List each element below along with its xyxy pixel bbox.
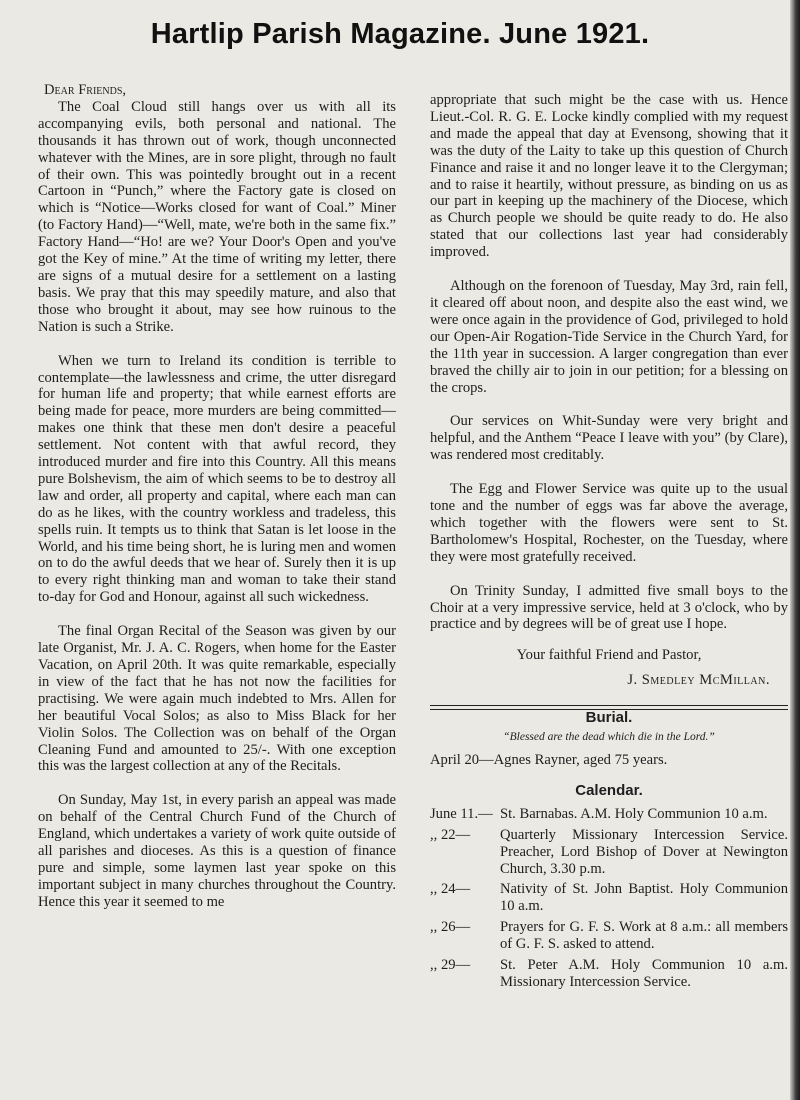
letter-continuation: appropriate that such might be the case with us. Hence Lieut.-Col. R. G. E. Locke kindly complied with my request and made the appeal that day at Evensong, showing that it was the duty of the Laity to take up this question of Church Finance and raise it and no longer leave it to the Clergyman; and to raise it heartily, without pressure, as binding on us as our part in keeping up the machinery of the Diocese, which as Church people we should be quite ready to do. He also stated that our collections last year had considerably improved. [430, 92, 788, 261]
calendar-date: ,, 22— [430, 826, 471, 843]
burial-entry: April 20—Agnes Rayner, aged 75 years. [430, 752, 668, 768]
calendar-list [430, 806, 788, 991]
calendar-item [430, 957, 788, 991]
letter-paragraph-trinity: On Trinity Sunday, I admitted five small boys to the Choir at a very impressive service, held at 3 o'clock, who by practice and by degrees will be of great use I hope. [430, 582, 788, 633]
calendar-text: Nativity of St. John Baptist. Holy Communion 10 a.m. [500, 881, 788, 915]
calendar-item [430, 919, 788, 953]
letter-paragraph-rogation: Although on the forenoon of Tuesday, May 3rd, rain fell, it cleared off about noon, and despite also the east wind, we were once again in the providence of God, privileged to hold our Open-Air Rogation-Tide Service in the Church Yard, for the 11th year in succession. A larger congregation than ever braved the chilly air to join in our petition; for a blessing on the crops. [430, 278, 788, 396]
letter-paragraph-organ-recital: The final Organ Recital of the Season was given by our late Organist, Mr. J. A. C. Rogers, when home for the Easter Vacation, on April 20th. It was quite remarkable, especially in view of the fact that he has not now the facilities for practising. We were again much indebted to Mrs. Allen for her beautiful Vocal Solos; as also to Miss Black for her Violin Solos. The Collection was on behalf of the Organ Cleaning Fund and amounted to 25/-. With one exception this was the largest collection at any of the Recitals. [38, 623, 396, 775]
letter-paragraph-coal: The Coal Cloud still hangs over us with all its accompanying evils, both personal and national. The thousands it has thrown out of work, though unconnected whatever with the Mines, are in sore plight, through no fault of their own. This was pointedly brought out in a recent Cartoon in “Punch,” where the Factory gate is closed on which is “Notice—Works closed for want of Coal.” Miner (to Factory Hand)—“Well, mate, we're both in the same fix.” Factory Hand—“Ho! are we? Your Door's Open and you've got the Key of mine.” At the time of writing my letter, there are signs of a mutual desire for a settlement on a lasting basis. We pray that this may speedily mature, and also that those who brought it about, may see how ruinous to the Nation is such a Strike. [38, 98, 396, 335]
letter-paragraph-egg-flower: The Egg and Flower Service was quite up to the usual tone and the number of eggs was far above the average, which together with the flowers were sent to St. Bartholomew's Hospital, Rochester, on the Tuesday, where they were most gratefully received. [430, 481, 788, 565]
burial-heading: Burial. [585, 709, 633, 727]
calendar-date: June 11.— [430, 805, 493, 822]
calendar-date: ,, 26— [430, 919, 471, 936]
letter-paragraph-church-fund: On Sunday, May 1st, in every parish an appeal was made on behalf of the Central Church Fund of the Church of England, which undertakes a variety of work quite outside of all parishes and dioceses. As this is a question of finance pure and simple, some laymen last year spoke on this important subject in many churches throughout the Country. Hence this year it seemed to me [38, 792, 396, 910]
page-title: Hartlip Parish Magazine. June 1921. [150, 18, 650, 50]
calendar-text: St. Barnabas. A.M. Holy Communion 10 a.m. [500, 805, 768, 822]
burial-motto: “Blessed are the dead which die in the Lord.” [503, 731, 715, 744]
letter-signature: J. Smedley McMillan. [627, 672, 770, 689]
calendar-text: St. Peter A.M. Holy Communion 10 a.m. Missionary Intercession Service. [500, 957, 788, 990]
right-column [430, 92, 788, 995]
calendar-text: Prayers for G. F. S. Work at 8 a.m.: all members of G. F. S. asked to attend. [500, 919, 788, 953]
calendar-date: ,, 29— [430, 957, 471, 974]
calendar-item [430, 806, 788, 823]
left-column [38, 82, 396, 911]
letter-paragraph-ireland: When we turn to Ireland its condition is terrible to contemplate—the lawlessness and crime, the utter disregard for human life and property; that while earnest efforts are being made for peace, more murders are being committed—makes one think that these men don't desire a peaceful settlement. Not content with that awful record, they introduced murder and fire into this Country. All this means pure Bolshevism, the aim of which seems to be to destroy all law and order, all property and capital, where each man can do as he likes, with the country workless and tradeless, this spells ruin. It tempts us to think that Satan is let loose in the World, and his time being short, he is luring men and women on to do the awful deeds that we hear of. Surely then it is up to every right thinking man and woman to take their stand to-day for God and Honour, against all such wickedness. [38, 352, 396, 606]
calendar-date: ,, 24— [430, 881, 471, 898]
calendar-item [430, 827, 788, 878]
calendar-heading: Calendar. [575, 781, 643, 799]
calendar-item [430, 881, 788, 915]
page-edge-shadow [790, 0, 800, 1100]
letter-salutation: Dear Friends, [44, 82, 127, 98]
letter-paragraph-whit-sunday: Our services on Whit-Sunday were very bright and helpful, and the Anthem “Peace I leave with you” (by Clare), was rendered most creditably. [430, 413, 788, 464]
calendar-text: Quarterly Missionary Intercession Service. Preacher, Lord Bishop of Dover at Newington Church, 3.30 p.m. [500, 826, 788, 877]
letter-signoff: Your faithful Friend and Pastor, [516, 647, 702, 664]
